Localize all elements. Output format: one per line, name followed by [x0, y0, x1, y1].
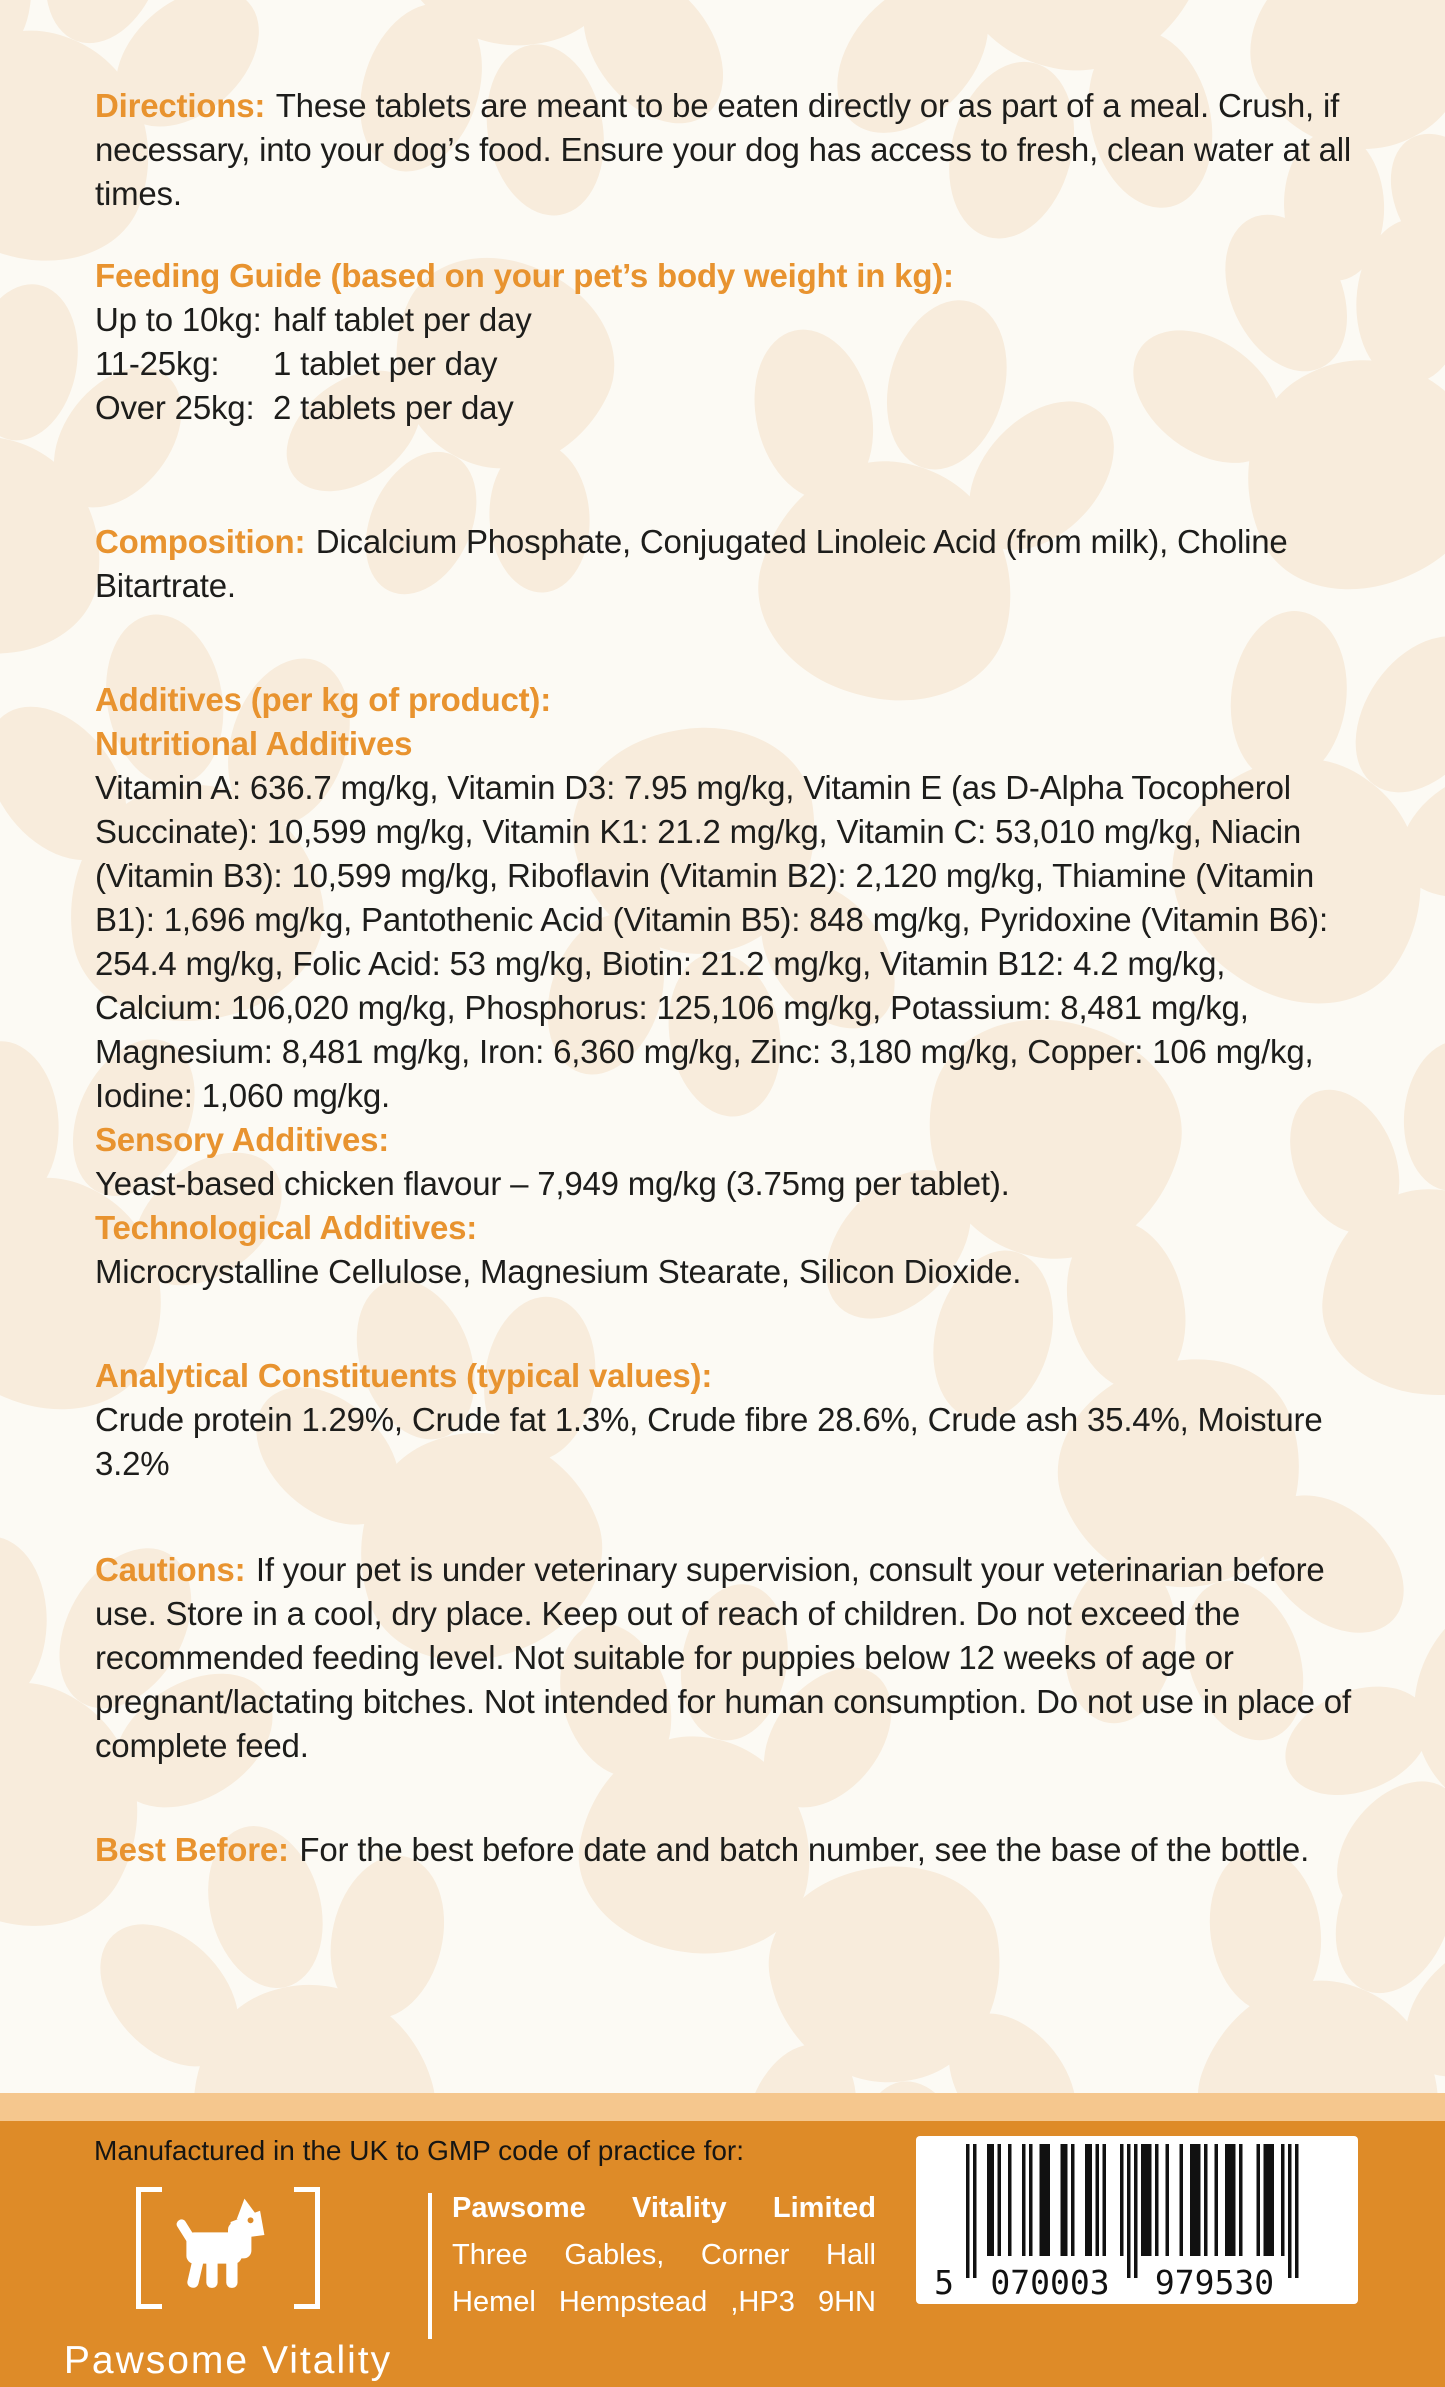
feeding-row-dose: 2 tablets per day — [273, 389, 514, 426]
nutritional-additives-heading: Nutritional Additives — [95, 725, 413, 762]
directions-heading: Directions: — [95, 87, 266, 124]
composition-text: Dicalcium Phosphate, Conjugated Linoleic Acid (from milk), Choline Bitartrate. — [95, 523, 1288, 604]
additives-section — [95, 678, 1357, 1294]
additives-heading: Additives (per kg of product): — [95, 681, 552, 718]
dog-logo-mark — [48, 2183, 408, 2313]
footer-accent-band — [0, 2093, 1445, 2121]
directions-section — [95, 84, 1357, 216]
brand-name: Pawsome Vitality — [63, 2339, 393, 2382]
nutritional-additives-text: Vitamin A: 636.7 mg/kg, Vitamin D3: 7.95 mg/kg, Vitamin E (as D-Alpha Tocopherol Succinate): 10,599 mg/kg, Vitamin K1: 21.2 mg/kg, Vitamin C: 53,010 mg/kg, Niacin (Vitamin B3): 10,599 mg/kg, Riboflavin (Vitamin B2): 2,120 mg/kg, Thiamine (Vitamin B1): 1,696 mg/kg, Pantothenic Acid (Vitamin B5): 848 mg/kg, Pyridoxine (Vitamin B6): 254.4 mg/kg, Folic Acid: 53 mg/kg, Biotin: 21.2 mg/kg, Vitamin B12: 4.2 mg/kg, Calcium: 106,020 mg/kg, Phosphorus: 125,106 mg/kg, Potassium: 8,481 mg/kg, Magnesium: 8,481 mg/kg, Iron: 6,360 mg/kg, Zinc: 3,180 mg/kg, Copper: 106 mg/kg, Iodine: 1,060 mg/kg. — [95, 769, 1328, 1114]
best-before-section — [95, 1828, 1357, 1872]
directions-text: These tablets are meant to be eaten directly or as part of a meal. Crush, if necessary, into your dog’s food. Ensure your dog has access to fresh, clean water at all times. — [95, 87, 1352, 212]
feeding-row-weight: Over 25kg: — [95, 389, 255, 426]
feeding-guide-table — [95, 298, 1357, 430]
dog-icon — [176, 2196, 280, 2300]
brand-logo — [48, 2183, 408, 2383]
cautions-section — [95, 1548, 1357, 1768]
analytical-constituents-section — [95, 1354, 1357, 1486]
svg-text:979530: 979530 — [1154, 2263, 1275, 2302]
best-before-heading: Best Before: — [95, 1831, 289, 1868]
sensory-additives-text: Yeast-based chicken flavour – 7,949 mg/kg (3.75mg per tablet). — [95, 1165, 1010, 1202]
cautions-heading: Cautions: — [95, 1551, 246, 1588]
manufacturer-footer — [0, 2121, 1445, 2387]
company-name: Pawsome Vitality Limited — [452, 2192, 876, 2224]
composition-section — [95, 520, 1357, 608]
feeding-row-weight: 11-25kg: — [95, 345, 220, 382]
analytical-heading: Analytical Constituents (typical values): — [95, 1357, 713, 1394]
feeding-row-dose: 1 tablet per day — [273, 345, 498, 382]
cautions-text: If your pet is under veterinary supervision, consult your veterinarian before use. Store in a cool, dry place. Keep out of reach of children. Do not exceed the recommended feeding level. Not suitable for puppies below 12 weeks of age or pregnant/lactating bitches. Not intended for human consumption. Do not use in place of complete feed. — [95, 1551, 1351, 1764]
feeding-row-dose: half tablet per day — [273, 301, 532, 338]
technological-additives-text: Microcrystalline Cellulose, Magnesium Stearate, Silicon Dioxide. — [95, 1253, 1022, 1290]
feeding-guide-heading: Feeding Guide (based on your pet’s body weight in kg): — [95, 257, 954, 294]
footer-divider — [428, 2193, 432, 2339]
svg-text:070003: 070003 — [990, 2263, 1110, 2302]
left-bracket-icon — [136, 2187, 162, 2309]
company-address — [452, 2185, 876, 2326]
manufactured-statement: Manufactured in the UK to GMP code of practice for: — [94, 2135, 745, 2166]
address-line-2: Hemel Hempstead ,HP3 9HN — [452, 2286, 876, 2318]
best-before-text: For the best before date and batch number, see the base of the bottle. — [299, 1831, 1310, 1868]
ean13-barcode — [916, 2136, 1358, 2304]
address-line-1: Three Gables, Corner Hall — [452, 2239, 876, 2271]
sensory-additives-heading: Sensory Additives: — [95, 1121, 390, 1158]
svg-text:5: 5 — [934, 2263, 954, 2302]
right-bracket-icon — [294, 2187, 320, 2309]
analytical-text: Crude protein 1.29%, Crude fat 1.3%, Crude fibre 28.6%, Crude ash 35.4%, Moisture 3.2% — [95, 1401, 1323, 1482]
feeding-row-weight: Up to 10kg: — [95, 301, 262, 338]
composition-heading: Composition: — [95, 523, 306, 560]
feeding-guide-section — [95, 254, 1357, 430]
technological-additives-heading: Technological Additives: — [95, 1209, 478, 1246]
